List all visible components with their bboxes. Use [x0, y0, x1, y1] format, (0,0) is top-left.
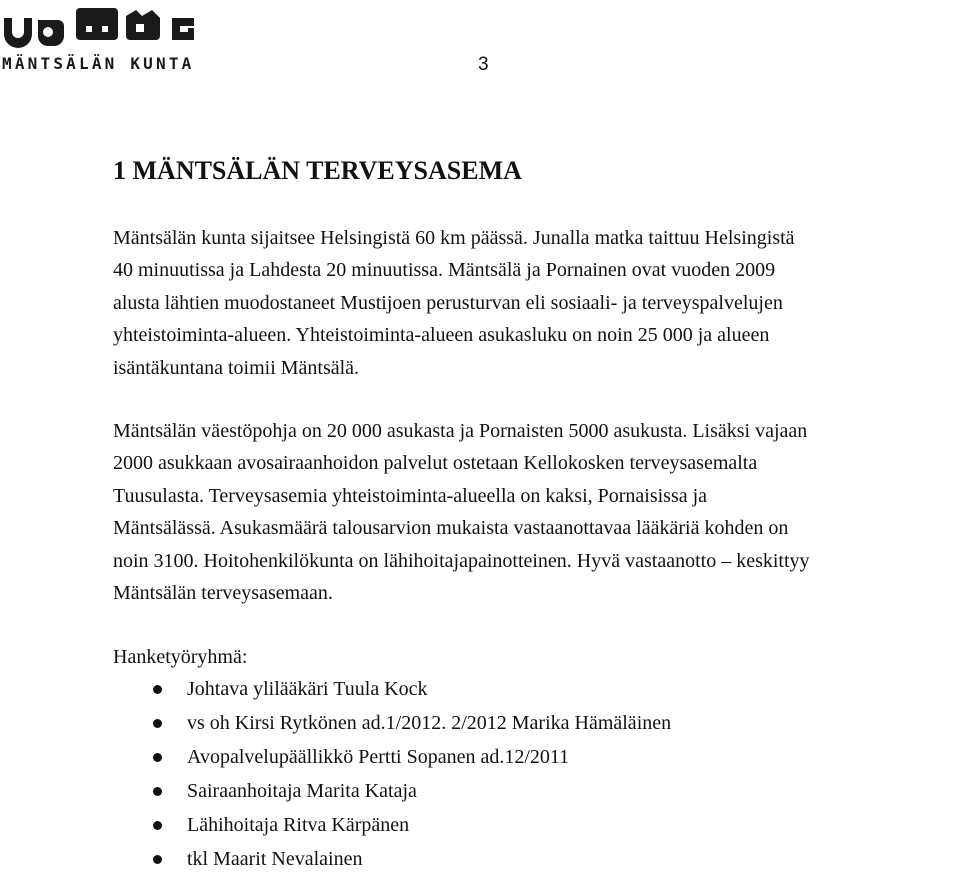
paragraph-line: Tuusulasta. Terveysasemia yhteistoiminta-alueella on kaksi, Pornaisissa ja	[113, 484, 708, 507]
municipality-logo	[2, 4, 198, 73]
bullet-icon	[153, 855, 162, 864]
paragraph-line: Mäntsälässä. Asukasmäärä talousarvion mukaista vastaanottavaa lääkäriä kohden on	[113, 517, 789, 540]
paragraph-line: Mäntsälän kunta sijaitsee Helsingistä 60 km päässä. Junalla matka taittuu Helsingistä	[113, 227, 795, 249]
paragraph-line: Mäntsälän terveysasemaan.	[113, 582, 333, 605]
paragraph-line: noin 3100. Hoitohenkilökunta on lähihoitajapainotteinen. Hyvä vastaanotto – keskittyy	[113, 549, 810, 572]
paragraph-population	[113, 415, 810, 609]
team-member: Sairaanhoitaja Marita Kataja	[187, 780, 417, 802]
team-member: Lähihoitaja Ritva Kärpänen	[187, 814, 410, 836]
section-heading: 1 MÄNTSÄLÄN TERVEYSASEMA	[113, 156, 522, 185]
paragraph-line: Mäntsälän väestöpohja on 20 000 asukasta ja Pornaisten 5000 asukusta. Lisäksi vajaan	[113, 420, 808, 442]
team-member: tkl Maarit Nevalainen	[187, 848, 363, 870]
paragraph-intro	[113, 222, 795, 384]
team-member: Avopalvelupäällikkö Pertti Sopanen ad.12/2011	[187, 746, 570, 768]
bullet-icon	[153, 685, 162, 694]
team-member: vs oh Kirsi Rytkönen ad.1/2012. 2/2012 Marika Hämäläinen	[187, 712, 672, 734]
paragraph-line: alusta lähtien muodostaneet Mustijoen perusturvan eli sosiaali- ja terveyspalvelujen	[113, 291, 783, 314]
paragraph-line: isäntäkuntana toimii Mäntsälä.	[113, 356, 360, 379]
bullet-icon	[153, 821, 162, 830]
paragraph-line: yhteistoiminta-alueen. Yhteistoiminta-alueen asukasluku on noin 25 000 ja alueen	[113, 324, 770, 347]
logo-emblem-icon	[2, 4, 198, 52]
paragraph-line: 40 minuutissa ja Lahdesta 20 minuutissa. Mäntsälä ja Pornainen ovat vuoden 2009	[113, 259, 776, 282]
team-label: Hanketyöryhmä:	[113, 646, 248, 668]
team-member: Johtava ylilääkäri Tuula Kock	[187, 678, 428, 700]
bullet-icon	[153, 787, 162, 796]
bullet-icon	[153, 719, 162, 728]
bullet-icon	[153, 753, 162, 762]
paragraph-line: 2000 asukkaan avosairaanhoidon palvelut ostetaan Kellokosken terveysasemalta	[113, 452, 758, 475]
logo-text: MÄNTSÄLÄN KUNTA	[2, 54, 195, 73]
page-number: 3	[478, 54, 489, 75]
